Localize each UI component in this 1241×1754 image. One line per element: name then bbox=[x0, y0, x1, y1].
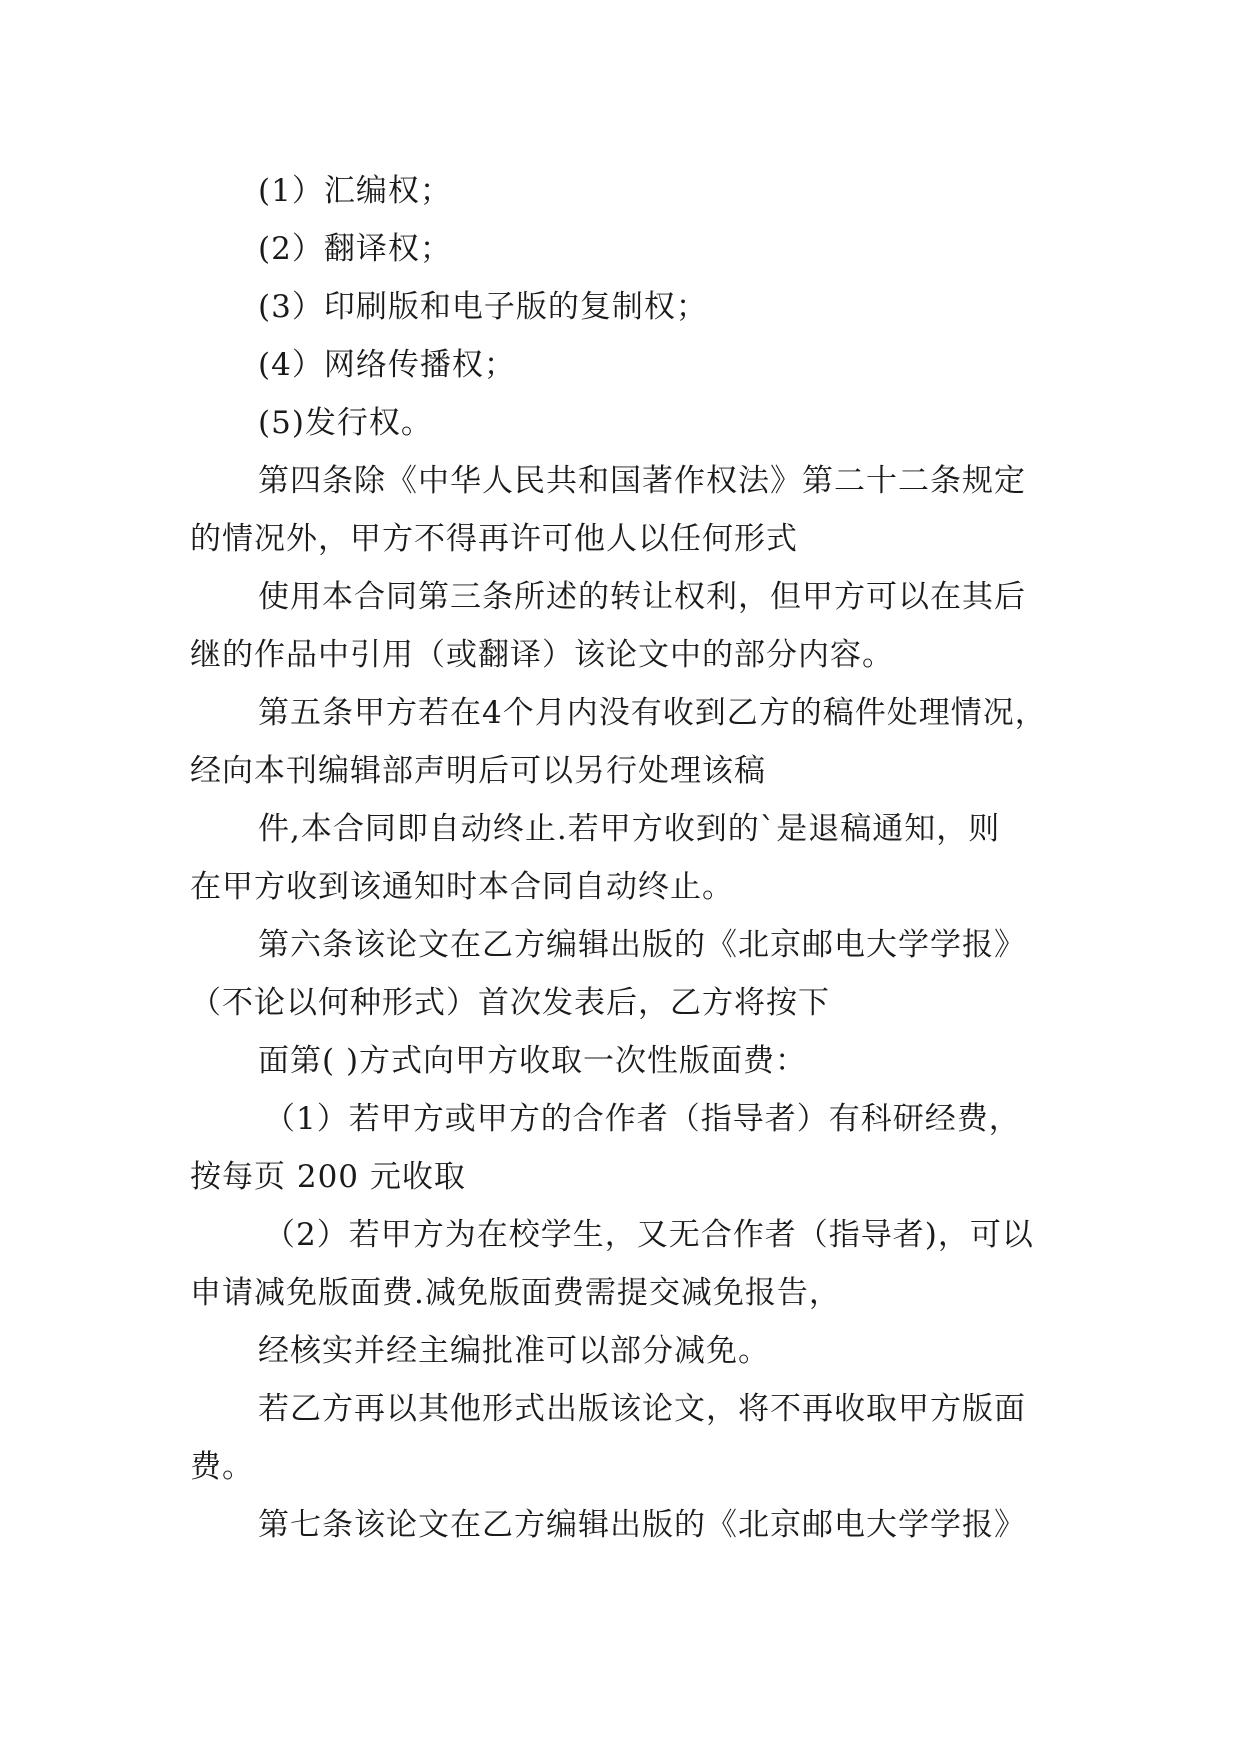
article-4-line-3: 使用本合同第三条所述的转让权利，但甲方可以在其后 bbox=[258, 579, 1026, 615]
article-7-line-1: 第七条该论文在乙方编辑出版的《北京邮电大学学报》 bbox=[258, 1507, 1026, 1543]
article-4-line-4: 继的作品中引用（或翻译）该论文中的部分内容。 bbox=[190, 637, 894, 673]
fee-option-1-line-1: （1）若甲方或甲方的合作者（指导者）有科研经费， bbox=[264, 1101, 1021, 1137]
article-4-line-2: 的情况外，甲方不得再许可他人以任何形式 bbox=[190, 521, 798, 557]
article-5-line-3: 件,本合同即自动终止.若甲方收到的`是退稿通知，则 bbox=[258, 811, 1001, 847]
article-5-line-2: 经向本刊编辑部声明后可以另行处理该稿 bbox=[190, 753, 766, 789]
article-6-line-2: （不论以何种形式）首次发表后，乙方将按下 bbox=[190, 985, 830, 1021]
list-item-reproduction-right: (3）印刷版和电子版的复制权； bbox=[258, 289, 708, 325]
fee-option-2-line-3: 经核实并经主编批准可以部分减免。 bbox=[258, 1333, 770, 1369]
article-6-line-1: 第六条该论文在乙方编辑出版的《北京邮电大学学报》 bbox=[258, 927, 1026, 963]
list-item-translation-right: (2）翻译权； bbox=[258, 231, 452, 267]
article-5-line-4: 在甲方收到该通知时本合同自动终止。 bbox=[190, 869, 734, 905]
list-item-network-right: (4）网络传播权； bbox=[258, 347, 516, 383]
list-item-compilation-right: (1）汇编权； bbox=[258, 173, 452, 209]
article-5-line-1: 第五条甲方若在4个月内没有收到乙方的稿件处理情况， bbox=[258, 695, 1047, 731]
article-6-line-3: 面第( )方式向甲方收取一次性版面费： bbox=[258, 1043, 808, 1079]
fee-option-2-line-1: （2）若甲方为在校学生，又无合作者（指导者)，可以 bbox=[264, 1217, 1034, 1253]
article-4-line-1: 第四条除《中华人民共和国著作权法》第二十二条规定 bbox=[258, 463, 1026, 499]
document-body bbox=[190, 162, 1050, 1554]
fee-option-1-line-2: 按每页 200 元收取 bbox=[190, 1159, 466, 1195]
article-6-line-last-2: 费。 bbox=[190, 1449, 254, 1485]
fee-option-2-line-2: 申请减免版面费.减免版面费需提交减免报告， bbox=[190, 1275, 841, 1311]
article-6-line-last-1: 若乙方再以其他形式出版该论文，将不再收取甲方版面 bbox=[258, 1391, 1026, 1427]
list-item-distribution-right: (5)发行权。 bbox=[258, 405, 433, 441]
